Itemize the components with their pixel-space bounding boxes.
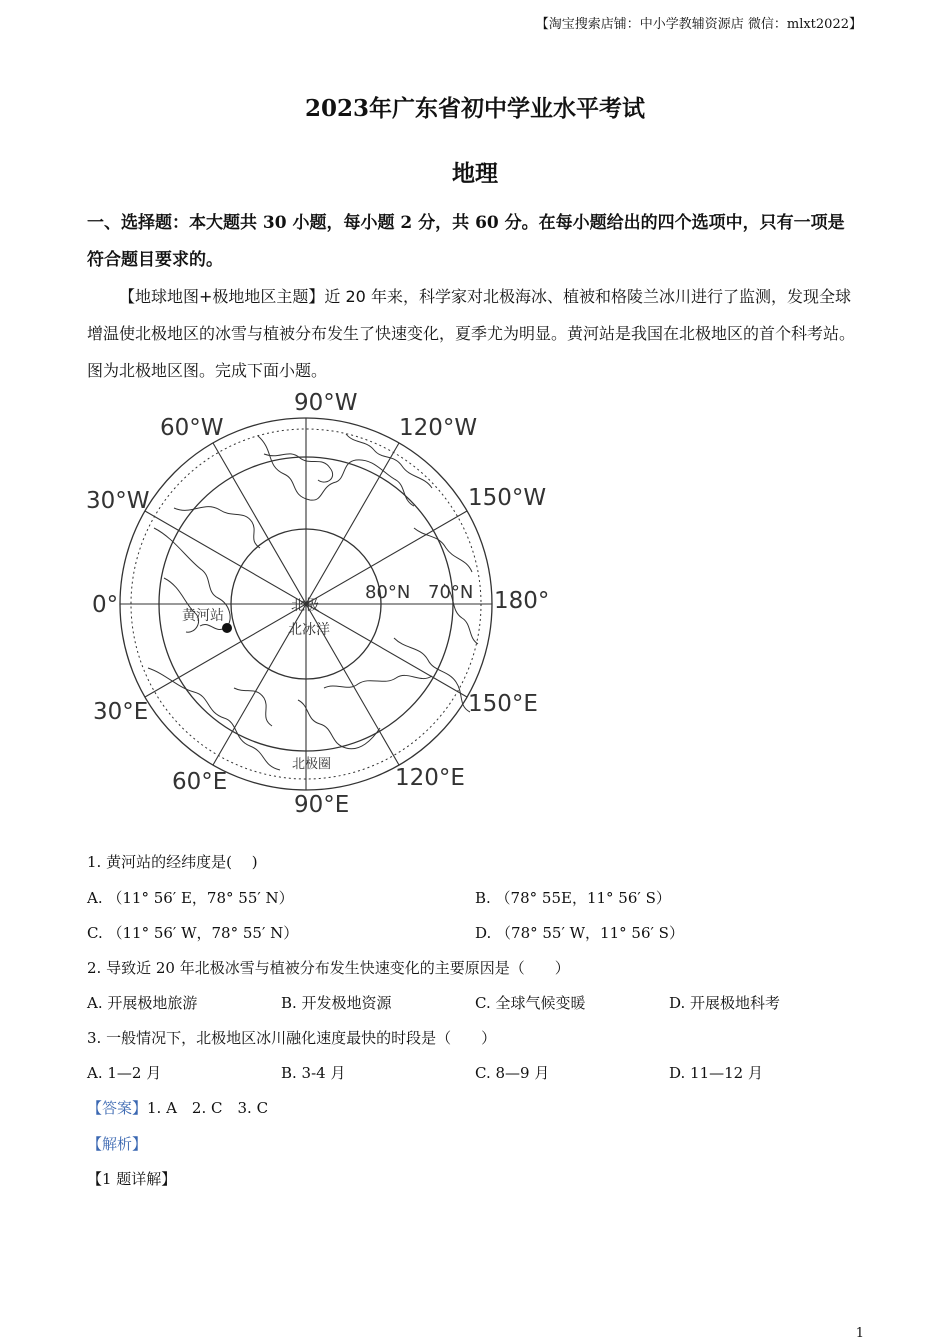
lat-label-80n: 80°N [365,582,411,603]
question-1-stem: 1. 黄河站的经纬度是( ) [87,853,258,871]
lon-label-30e: 30°E [93,699,149,725]
section-heading: 一、选择题：本大题共 30 小题，每小题 2 分，共 60 分。在每小题给出的四个选项中，只有一项是符合题目要求的。 [87,213,845,270]
question-3-stem: 3. 一般情况下，北极地区冰川融化速度最快的时段是（ ） [87,1029,497,1047]
question-2-option-a: A. 开展极地旅游 [87,994,198,1012]
question-3-option-a: A. 1—2 月 [87,1064,162,1082]
lon-label-90e: 90°E [294,792,350,818]
lon-label-90w: 90°W [294,390,358,416]
huanghe-station-label: 黄河站 [182,608,224,624]
header-note: 【淘宝搜索店铺：中小学教辅资源店 微信：mlxt2022】 [535,17,862,32]
analysis-tag: 【解析】 [87,1135,148,1153]
lon-label-150e: 150°E [468,691,538,717]
huanghe-station-dot [222,623,232,633]
question-1-option-c: C. （11° 56′ W，78° 55′ N） [87,924,299,942]
intro-paragraph: 【地球地图+极地地区主题】近 20 年来，科学家对北极海冰、植被和格陵兰冰川进行了监测，发现全球增温使北极地区的冰雪与植被分布发生了快速变化，夏季尤为明显。黄河站是我国在北极地区的首个科考站。图为北极地区图。完成下面小题。 [87,287,856,380]
lon-label-0: 0° [92,592,119,618]
page-number: 1 [855,1326,864,1341]
question-3-option-b: B. 3-4 月 [281,1064,346,1082]
lon-label-60e: 60°E [172,769,228,795]
arctic-map [84,388,564,820]
question-3-option-c: C. 8—9 月 [475,1064,550,1082]
question-1-option-d: D. （78° 55′ W，11° 56′ S） [475,924,684,942]
question-2-option-c: C. 全球气候变暖 [475,994,586,1012]
question-2-option-b: B. 开发极地资源 [281,994,392,1012]
answer-line [87,1097,268,1118]
exam-title: 2023年广东省初中学业水平考试 [304,95,645,122]
exam-subject: 地理 [452,160,498,187]
question-1-option-b: B. （78° 55E，11° 56′ S） [475,889,671,907]
arctic-circle-label: 北极圈 [292,757,332,772]
lon-label-150w: 150°W [468,485,547,511]
lat-label-70n: 70°N [428,582,474,603]
question-2-stem: 2. 导致近 20 年北极冰雪与植被分布发生快速变化的主要原因是（ ） [87,959,570,977]
question-3-option-d: D. 11—12 月 [669,1064,763,1082]
lon-label-120e: 120°E [395,765,465,791]
lon-label-180: 180° [494,588,550,614]
answer-tag: 【答案】 [87,1099,148,1117]
lon-label-120w: 120°W [399,415,478,441]
lon-label-30w: 30°W [86,488,150,514]
north-pole-label: 北极 [291,598,319,614]
question-1-option-a: A. （11° 56′ E，78° 55′ N） [87,889,294,907]
question-2-option-d: D. 开展极地科考 [669,994,781,1012]
answer-text: 1. A 2. C 3. C [147,1099,269,1117]
lon-label-60w: 60°W [160,415,224,441]
arctic-ocean-label: 北冰洋 [288,622,330,638]
detail-heading: 【1 题详解】 [87,1170,177,1188]
